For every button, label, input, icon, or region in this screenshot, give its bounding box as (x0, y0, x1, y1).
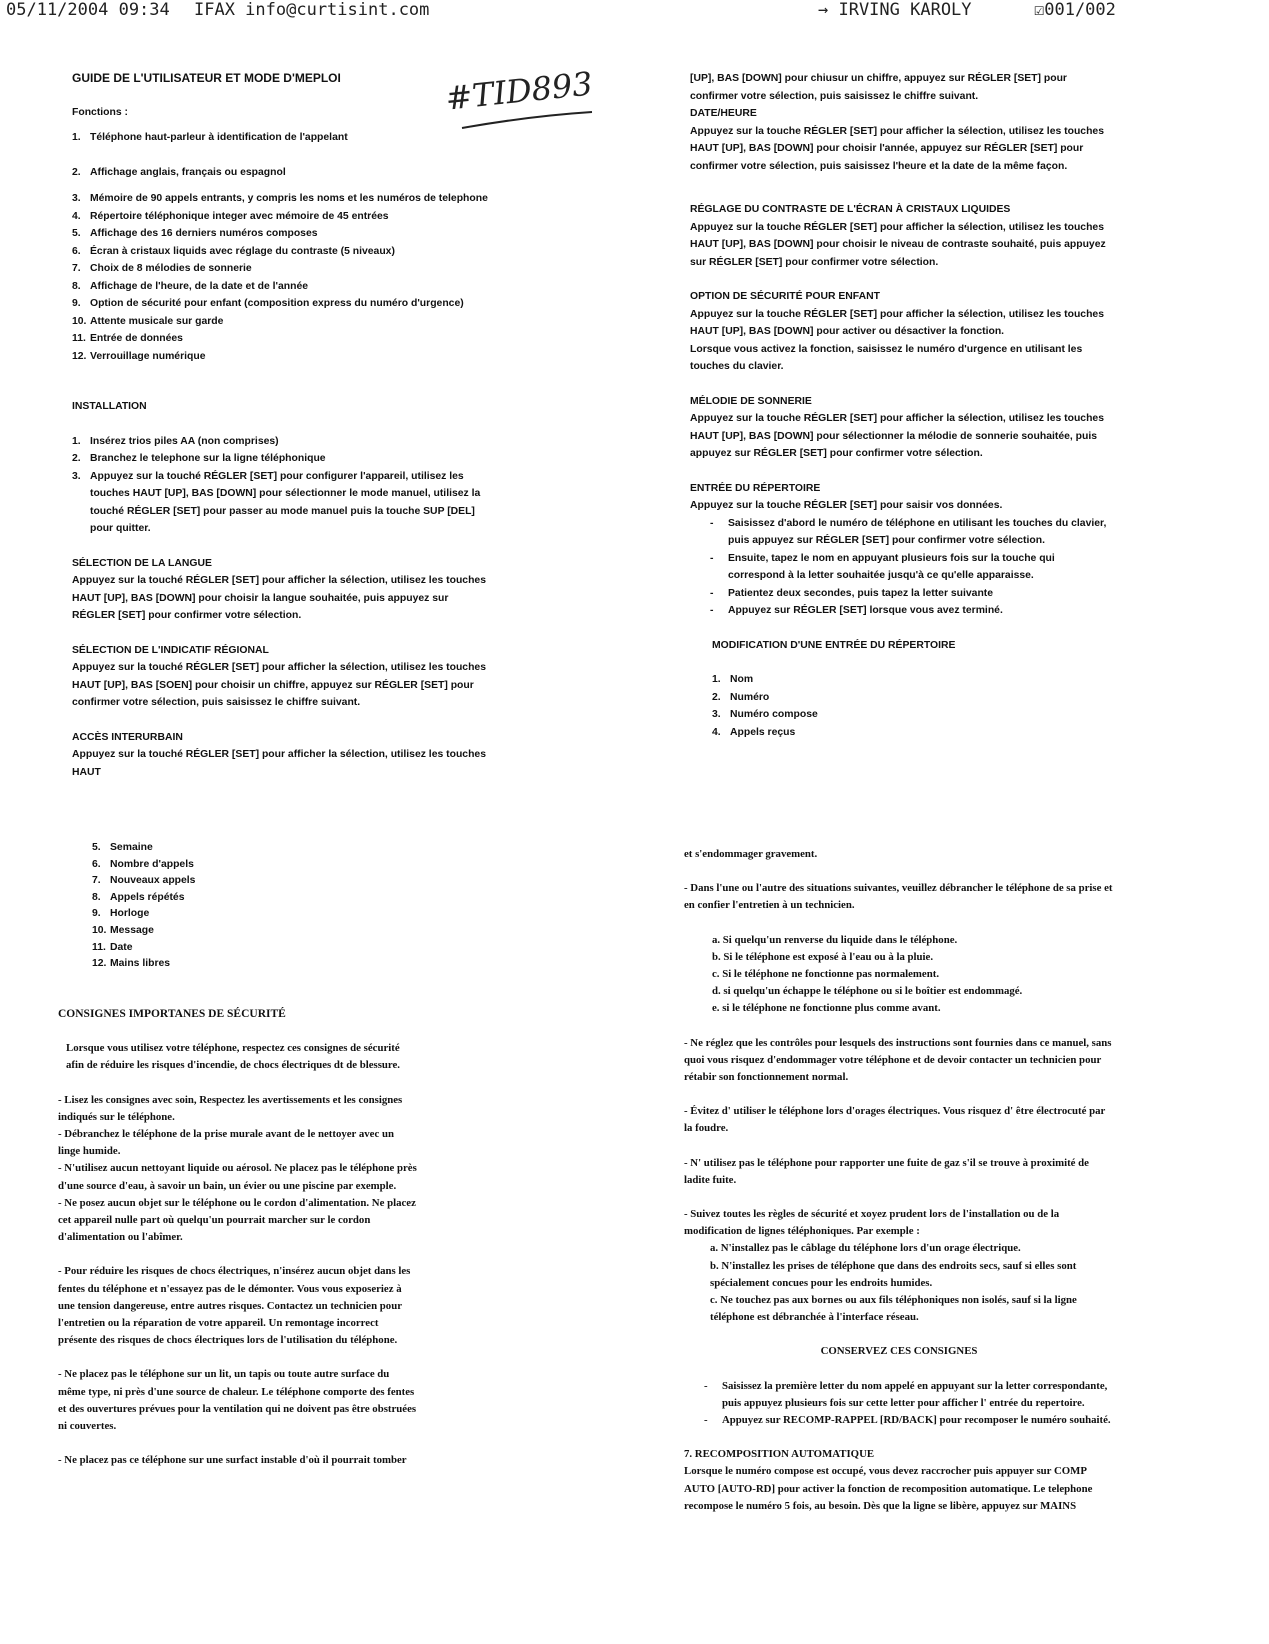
list-item: a. Si quelqu'un renverse du liquide dans le téléphone. (712, 933, 958, 946)
item-text: Appuyez sur la touché RÉGLER [SET] pour configurer l'appareil, utilisez les touches HAUT [UP], BAS [DOWN] pour sélectionner le mode manuel, utilisez la touché RÉGLER [SET] pour passer au mode manuel puis la touche SUP [DEL] pour quitter. (90, 470, 481, 534)
item-number: 1. (712, 674, 721, 685)
installation-list (72, 433, 492, 538)
item-text: Numéro (730, 691, 770, 703)
item-number: 3. (72, 193, 81, 204)
item-text: Verrouillage numérique (90, 350, 206, 362)
list-item (92, 956, 292, 973)
item-text: Nom (730, 674, 754, 685)
list-item (92, 890, 292, 907)
list-item: e. si le téléphone ne fonctionne plus comme avant. (712, 1002, 941, 1015)
list-item (72, 433, 492, 451)
list-item: c. Si le téléphone ne fonctionne pas normalement. (712, 968, 940, 981)
item-number: 7. (92, 875, 101, 887)
item-number: 12. (92, 958, 107, 970)
item-text: Entrée de données (90, 333, 183, 344)
unstable-text: - Ne placez pas ce téléphone sur une surfact instable d'où il pourrait tomber (58, 1454, 407, 1467)
contrast-text: Appuyez sur la touche RÉGLER [SET] pour afficher la sélection, utilisez les touches HAUT [UP], BAS [DOWN] pour choisir le niveau de contraste souhaité, puis appuyez sur RÉGLER [SET] pour confirmer votre sélection. (690, 221, 1106, 268)
list-item: - Saisissez la première letter du nom appelé en appuyant sur la letter correspondante, puis appuyez plusieurs fois sur cette letter pour afficher l' entrée du repertoire. (684, 1378, 1114, 1412)
item-text: Nouveaux appels (110, 875, 196, 887)
safety-intro: Lorsque vous utilisez votre téléphone, respectez ces consignes de sécurité afin de réduire les risques d'incendie, de chocs électriques dt de blessure. (66, 1042, 400, 1072)
item-text: Affichage des 16 derniers numéros composes (90, 228, 318, 239)
item-number: 3. (72, 470, 81, 482)
list-item: - Appuyez sur RÉGLER [SET] lorsque vous avez terminé. (690, 602, 1110, 620)
redial-text: Lorsque le numéro compose est occupé, vous devez raccrocher puis appuyer sur COMP AUTO [AUTO-RD] pour activer la fonction de recomposition automatique. Le telephone recompose le numéro 5 fois, au besoin. Dès que la ligne se libère, appuyez sur MAINS (684, 1465, 1093, 1512)
modif-heading: MODIFICATION D'UNE ENTRÉE DU RÉPERTOIRE (712, 639, 956, 651)
item-number: 6. (72, 245, 81, 257)
item-text: Horloge (110, 908, 150, 920)
list-item (92, 940, 292, 957)
list-item: b. N'installez les prises de téléphone que dans des endroits secs, sauf si elles sont spécialement concues pour les endroits humides. (710, 1259, 1077, 1289)
list-item (72, 450, 492, 468)
installation-heading: INSTALLATION (72, 401, 147, 412)
item-number: 9. (92, 908, 101, 920)
entry-bullets (690, 515, 1110, 620)
item-number: 8. (92, 891, 101, 903)
list-item (72, 208, 492, 226)
item-text: Mains libres (110, 958, 171, 970)
functions-heading: Fonctions : (72, 106, 128, 118)
child-text-2: Lorsque vous activez la fonction, saisissez le numéro d'urgence en utilisant les touches du clavier. (690, 343, 1083, 372)
item-text: Affichage de l'heure, de la date et de l'année (90, 280, 309, 292)
list-item: - Appuyez sur RECOMP-RAPPEL [RD/BACK] pour recomposer le numéro souhaité. (684, 1412, 1114, 1429)
child-text-1: Appuyez sur la touche RÉGLER [SET] pour afficher la sélection, utilisez les touches HAUT [UP], BAS [DOWN] pour activer ou désactiver la fonction. (690, 308, 1104, 337)
item-number: 9. (72, 298, 81, 309)
storm-text: - Évitez d' utiliser le téléphone lors d'orages électriques. Vous risquez d' être électrocuté par la foudre. (684, 1105, 1106, 1135)
list-item (92, 906, 292, 923)
fax-page-number: ☑001/002 (1034, 0, 1116, 20)
list-item (92, 873, 292, 890)
functions-list (72, 129, 492, 365)
list-item (92, 923, 292, 940)
list-item (72, 330, 492, 348)
melody-heading: MÉLODIE DE SONNERIE (690, 395, 812, 407)
item-number: 3. (712, 709, 721, 720)
panel-top-left (72, 70, 492, 781)
list-item (72, 225, 492, 243)
safety-item: - Lisez les consignes avec soin, Respectez les avertissements et les consignes indiqués sur le téléphone. (58, 1093, 403, 1123)
list-item (72, 278, 492, 296)
list-item: c. Ne touchez pas aux bornes ou aux fils téléphoniques non isolés, sauf si la ligne téléphone est débranchée à l'interface réseau. (710, 1294, 1077, 1324)
safety-heading: CONSIGNES IMPORTANES DE SÉCURITÉ (58, 1008, 286, 1020)
item-text: Message (110, 924, 154, 936)
child-heading: OPTION DE SÉCURITÉ POUR ENFANT (690, 291, 880, 302)
list-item (72, 260, 492, 278)
safety-item: - N'utilisez aucun nettoyant liquide ou aérosol. Ne placez pas le téléphone près d'une source d'eau, à savoir un bain, un évier ou une piscine par exemple. (58, 1162, 417, 1192)
gas-text: - N' utilisez pas le téléphone pour rapporter une fuite de gaz s'il se trouve à proximité de ladite fuite. (684, 1156, 1089, 1186)
shock-text: - Pour réduire les risques de chocs électriques, n'insérez aucun objet dans les fentes du téléphone et n'essayez pas de le démonter. Vous vous exposeriez à une tension dangereuse, entre autres risques. Contactez un technicien pour l'entretien ou la réparation de votre appareil. Un remontage incorrect présente des risques de chocs électriques lors de l'utilisation du téléphone. (58, 1265, 411, 1347)
item-text: Branchez le telephone sur la ligne téléphonique (90, 453, 326, 464)
item-number: 11. (72, 333, 86, 344)
entry-heading: ENTRÉE DU RÉPERTOIRE (690, 482, 821, 494)
langue-text: Appuyez sur la touché RÉGLER [SET] pour afficher la sélection, utilisez les touches HAUT [UP], BAS [DOWN] pour choisir la langue souhaitée, puis appuyez sur RÉGLER [SET] pour confirmer votre sélection. (72, 575, 486, 621)
indicatif-heading: SÉLECTION DE L'INDICATIF RÉGIONAL (72, 644, 269, 656)
list-item: - Patientez deux secondes, puis tapez la letter suivante (690, 585, 1110, 603)
melody-text: Appuyez sur la touche RÉGLER [SET] pour afficher la sélection, utilisez les touches HAUT [UP], BAS [DOWN] pour sélectionner la mélodie de sonnerie souhaitée, puis appuyez sur RÉGLER [SET] pour confirmer votre sélection. (690, 413, 1104, 459)
item-number: 7. (72, 263, 81, 274)
tr-cont-text: [UP], BAS [DOWN] pour chiusur un chiffre, appuyez sur RÉGLER [SET] pour confirmer votre sélection, puis saisissez le chiffre suivant. (690, 73, 1067, 102)
modif-list (690, 671, 1110, 741)
item-number: 5. (72, 228, 81, 239)
datetime-heading: DATE/HEURE (690, 108, 757, 119)
item-number: 1. (72, 435, 81, 447)
list-item (712, 689, 1110, 707)
item-number: 2. (712, 691, 721, 703)
handwritten-note-text: #TID893 (443, 64, 595, 118)
langue-heading: SÉLECTION DE LA LANGUE (72, 557, 212, 569)
item-text: Écran à cristaux liquids avec réglage du contraste (5 niveaux) (90, 245, 395, 257)
br-cont-text: et s'endommager gravement. (684, 848, 818, 860)
fax-datetime: 05/11/2004 09:34 (6, 0, 170, 20)
item-number: 2. (72, 166, 81, 178)
item-number: 8. (72, 280, 81, 292)
safety-item: - Ne posez aucun objet sur le téléphone ou le cordon d'alimentation. Ne placez cet appareil nulle part où quelqu'un pourrait marcher sur le cordon d'alimentation ou l'abîmer. (58, 1196, 416, 1244)
redial-heading: 7. RECOMPOSITION AUTOMATIQUE (684, 1448, 875, 1461)
list-item (72, 348, 492, 366)
item-text: Mémoire de 90 appels entrants, y compris les noms et les numéros de telephone (90, 193, 488, 204)
list-item (72, 129, 492, 147)
item-number: 11. (92, 941, 106, 953)
item-text: Répertoire téléphonique integer avec mémoire de 45 entrées (90, 210, 389, 222)
list-item (72, 190, 492, 208)
interurbain-heading: ACCÈS INTERURBAIN (72, 731, 183, 743)
item-text: Date (110, 941, 133, 953)
interurbain-text: Appuyez sur la touché RÉGLER [SET] pour afficher la sélection, utilisez les touches HAUT (72, 749, 486, 778)
item-number: 10. (72, 315, 87, 327)
item-text: Option de sécurité pour enfant (composition express du numéro d'urgence) (90, 298, 464, 309)
item-number: 4. (712, 726, 721, 738)
list-item (72, 164, 492, 182)
list-item (72, 243, 492, 261)
unplug-list (684, 932, 1114, 1018)
item-number: 6. (92, 858, 101, 870)
item-text: Téléphone haut-parleur à identification de l'appelant (90, 132, 348, 143)
indicatif-text: Appuyez sur la touché RÉGLER [SET] pour afficher la sélection, utilisez les touches HAUT [UP], BAS [SOEN] pour choisir un chiffre, appuyez sur RÉGLER [SET] pour confirmer votre sélection, puis saisissez le chiffre suivant. (72, 662, 486, 708)
item-text: Appels reçus (730, 726, 796, 738)
list-item: - Ensuite, tapez le nom en appuyant plusieurs fois sur la touche qui correspond à la letter souhaitée jusqu'à ce qu'elle apparaisse. (690, 550, 1110, 585)
keep-heading: CONSERVEZ CES CONSIGNES (820, 1345, 978, 1358)
list-item (712, 706, 1110, 724)
item-text: Affichage anglais, français ou espagnol (90, 166, 286, 178)
bed-text: - Ne placez pas le téléphone sur un lit, un tapis ou toute autre surface du même type, ni près d'une source de chaleur. Le téléphone comporte des fentes et des ouvertures prévues pour la ventilation qui ne doivent pas être obstruées ni couvertes. (58, 1368, 417, 1433)
rules-list (684, 1240, 1114, 1326)
item-number: 2. (72, 453, 81, 464)
list-item (72, 295, 492, 313)
item-number: 5. (92, 842, 101, 853)
item-number: 12. (72, 350, 87, 362)
list-item: b. Si le téléphone est exposé à l'eau ou à la pluie. (712, 950, 934, 963)
item-text: Nombre d'appels (110, 858, 194, 870)
list-item: - Saisissez d'abord le numéro de téléphone en utilisant les touches du clavier, puis appuyez sur RÉGLER [SET] pour confirmer votre sélection. (690, 515, 1110, 550)
item-text: Appels répétés (110, 891, 185, 903)
item-text: Choix de 8 mélodies de sonnerie (90, 263, 252, 274)
item-number: 4. (72, 210, 81, 222)
panel-bottom-left-list (92, 840, 292, 973)
panel-top-right (690, 70, 1110, 741)
guide-title: GUIDE DE L'UTILISATEUR ET MODE D'MEPLOI (72, 71, 341, 85)
list-item (712, 724, 1110, 742)
item-number: 10. (92, 924, 107, 936)
panel-bottom-right (684, 846, 1114, 1515)
list-item: a. N'installez pas le câblage du téléphone lors d'un orage électrique. (710, 1242, 1021, 1255)
item-number: 1. (72, 132, 81, 143)
list-item (92, 840, 292, 857)
fax-recipient: → IRVING KAROLY (818, 0, 972, 20)
safety-item: - Débranchez le téléphone de la prise murale avant de le nettoyer avec un linge humide. (58, 1128, 394, 1158)
item-text: Insérez trios piles AA (non comprises) (90, 435, 279, 447)
unplug-text: - Dans l'une ou l'autre des situations suivantes, veuillez débrancher le téléphone de sa prise et en confier l'entretien à un technicien. (684, 882, 1113, 912)
keep-bullets (684, 1378, 1114, 1430)
list-item (92, 857, 292, 874)
fax-sender: IFAX info@curtisint.com (194, 0, 430, 20)
rules-text: - Suivez toutes les règles de sécurité et xoyez prudent lors de l'installation ou de la modification de lignes téléphoniques. Par exemple : (684, 1208, 1060, 1238)
datetime-text: Appuyez sur la touche RÉGLER [SET] pour afficher la sélection, utilisez les touches HAUT [UP], BAS [DOWN] pour choisir l'année, appuyez sur RÉGLER [SET] pour confirmer votre sélection, puis saisissez l'heure et la date de la même façon. (690, 125, 1104, 172)
item-text: Numéro compose (730, 709, 818, 720)
item-text: Semaine (110, 842, 153, 853)
list-item (72, 468, 492, 538)
list-item: d. si quelqu'un échappe le téléphone ou si le boîtier est endommagé. (712, 985, 1023, 998)
modif-list-continued (92, 840, 292, 973)
list-item (72, 313, 492, 331)
entry-text: Appuyez sur la touche RÉGLER [SET] pour saisir vos données. (690, 500, 1003, 511)
panel-bottom-left (58, 1006, 418, 1469)
contrast-heading: RÉGLAGE DU CONTRASTE DE L'ÉCRAN À CRISTAUX LIQUIDES (690, 204, 1011, 215)
list-item (712, 671, 1110, 689)
controls-text: - Ne réglez que les contrôles pour lesquels des instructions sont fournies dans ce manuel, sans quoi vous risquez d'endommager votre téléphone et de devoir contacter un technicien pour rétabir son fonctionnement normal. (684, 1036, 1112, 1084)
item-text: Attente musicale sur garde (90, 315, 224, 327)
